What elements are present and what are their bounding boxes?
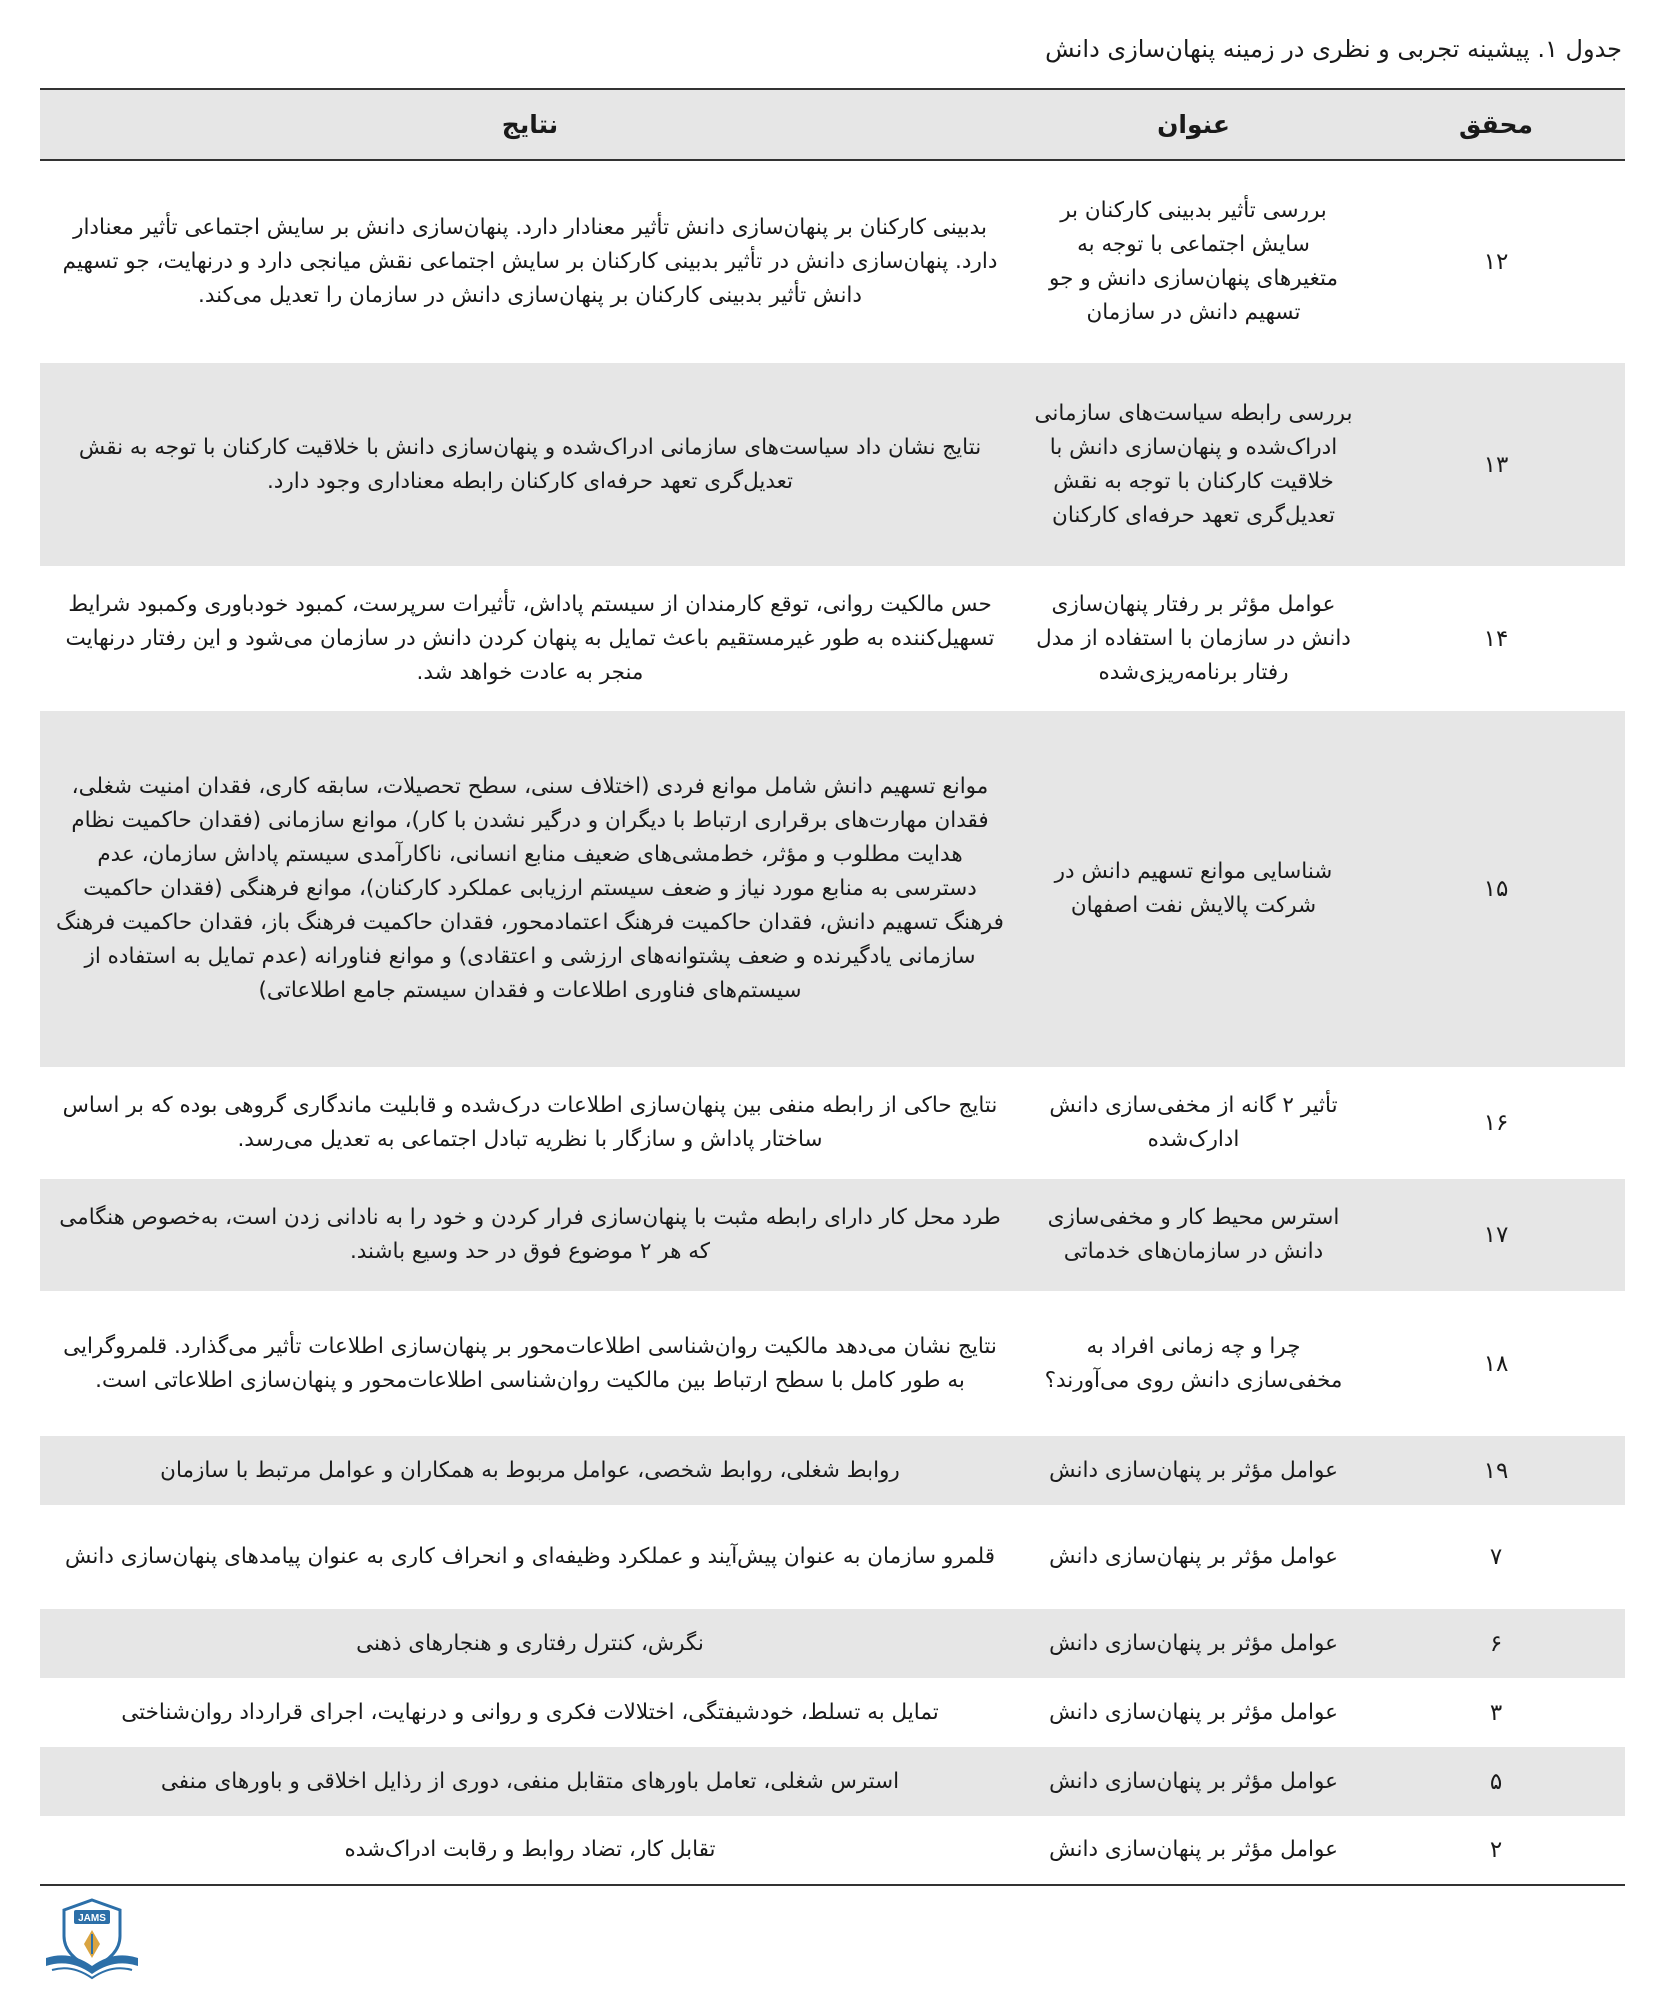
cell-results: نتایج حاکی از رابطه منفی بین پنهان‌سازی اطلاعات درک‌شده و قابلیت ماندگاری گروهی بوده که بر اساس ساختار پاداش و سازگار با نظریه تبادل اجتماعی به تعدیل می‌رسد. <box>62 1093 998 1152</box>
cell-title: شناسایی موانع تسهیم دانش در شرکت پالایش نفت اصفهان <box>1054 859 1333 918</box>
cell-id: ۲ <box>1367 1816 1625 1885</box>
cell-title: استرس محیط کار و مخفی‌سازی دانش در سازمان‌های خدماتی <box>1047 1205 1340 1264</box>
cell-results: روابط شغلی، روابط شخصی، عوامل مربوط به همکاران و عوامل مرتبط با سازمان <box>160 1457 900 1483</box>
cell-title: عوامل مؤثر بر رفتار پنهان‌سازی دانش در سازمان با استفاده از مدل رفتار برنامه‌ریزی‌شده <box>1036 591 1351 685</box>
cell-results: استرس شغلی، تعامل باورهای متقابل منفی، دوری از رذایل اخلاقی و باورهای منفی <box>160 1768 900 1794</box>
cell-title: عوامل مؤثر بر پنهان‌سازی دانش <box>1049 1699 1338 1725</box>
journal-logo <box>40 1896 144 1980</box>
cell-id: ۱۴ <box>1483 625 1509 652</box>
cell-title: بررسی تأثیر بدبینی کارکنان بر سایش اجتماعی با توجه به متغیرهای پنهان‌سازی دانش و جو تسهیم دانش در سازمان <box>1048 198 1338 325</box>
cell-id: ۱۷ <box>1483 1222 1509 1248</box>
cell-results: حس مالکیت روانی، توقع کارمندان از سیستم پاداش، تأثیرات سرپرست، کمبود خودباوری وکمبود شرایط تسهیل‌کننده به طور غیرمستقیم باعث تمایل به پنهان کردن دانش در سازمان می‌شود و این رفتار درنهایت منجر به عادت خواهد شد. <box>65 591 995 685</box>
header-researcher: محقق <box>1367 89 1625 160</box>
cell-id: ۶ <box>1489 1630 1503 1657</box>
cell-results: نتایج نشان داد سیاست‌های سازمانی ادراک‌شده و پنهان‌سازی دانش با خلاقیت کارکنان با توجه به نقش تعدیل‌گری تعهد حرفه‌ای کارکنان رابطه معناداری وجود دارد. <box>78 434 982 494</box>
cell-id: ۵ <box>1489 1768 1503 1795</box>
cell-title: تأثیر ۲ گانه از مخفی‌سازی دانش ادارک‌شده <box>1049 1093 1338 1152</box>
cell-title: عوامل مؤثر بر پنهان‌سازی دانش <box>1049 1768 1338 1794</box>
cell-id: ۱۶ <box>1483 1110 1509 1136</box>
cell-results: طرد محل کار دارای رابطه مثبت با پنهان‌سازی فرار کردن و خود را به نادانی زدن است، به‌خصوص هنگامی که هر ۲ موضوع فوق در حد وسیع باشند. <box>59 1205 1001 1264</box>
cell-results: بدبینی کارکنان بر پنهان‌سازی دانش تأثیر معنادار دارد. پنهان‌سازی دانش بر سایش اجتماعی تأثیر معنادار دارد. پنهان‌سازی دانش در تأثیر بدبینی کارکنان بر سایش اجتماعی نقش میانجی دارد و درنهایت، جو تسهیم دانش تأثیر بدبینی کارکنان بر پنهان‌سازی دانش در سازمان را تعدیل می‌کند. <box>62 215 998 308</box>
header-title: عنوان <box>1020 89 1367 160</box>
svg-text:JAMS: JAMS <box>78 1913 106 1924</box>
cell-title: عوامل مؤثر بر پنهان‌سازی دانش <box>1049 1457 1338 1483</box>
cell-results: تقابل کار، تضاد روابط و رقابت ادراک‌شده <box>40 1816 1020 1885</box>
cell-results: موانع تسهیم دانش شامل موانع فردی (اختلاف سنی، سطح تحصیلات، سابقه کاری، فقدان امنیت شغلی، فقدان مهارت‌های برقراری ارتباط با دیگران و درگیر نشدن با کار)، موانع سازمانی (فقدان حاکمیت نظام هدایت مطلوب و مؤثر، خط‌مشی‌های ضعیف منابع انسانی، ناکارآمدی سیستم پاداش سازمان، عدم دسترسی به منابع مورد نیاز و ضعف سیستم ارزیابی عملکرد کارکنان)، موانع فرهنگی (فقدان حاکمیت فرهنگ تسهیم دانش، فقدان حاکمیت فرهنگ اعتمادمحور، فقدان حاکمیت فرهنگ باز، فقدان حاکمیت فرهنگ سازمانی یادگیرنده و ضعف پشتوانه‌های ارزشی و اعتقادی) و موانع فناورانه (عدم تمایل به استفاده از سیستم‌های فناوری اطلاعات و فقدان سیستم جامع اطلاعاتی) <box>56 774 1004 1003</box>
cell-id: ۱۵ <box>1483 876 1509 902</box>
cell-id: ۷ <box>1489 1544 1503 1570</box>
journal-logo-icon <box>40 1896 144 1980</box>
cell-id: ۳ <box>1489 1699 1503 1726</box>
cell-title: بررسی رابطه سیاست‌های سازمانی ادراک‌شده و پنهان‌سازی دانش با خلاقیت کارکنان با توجه به نقش تعدیل‌گری تعهد حرفه‌ای کارکنان <box>1034 400 1353 528</box>
table-caption: جدول ۱. پیشینه تجربی و نظری در زمینه پنهان‌سازی دانش <box>1045 35 1622 63</box>
cell-title: عوامل مؤثر بر پنهان‌سازی دانش <box>1020 1816 1367 1885</box>
cell-title: عوامل مؤثر بر پنهان‌سازی دانش <box>1049 1630 1338 1656</box>
cell-results: تمایل به تسلط، خودشیفتگی، اختلالات فکری و روانی و درنهایت، اجرای قرارداد روان‌شناختی <box>121 1699 939 1725</box>
cell-id: ۱۸ <box>1483 1350 1509 1377</box>
cell-id: ۱۳ <box>1483 451 1509 478</box>
cell-id: ۱۹ <box>1483 1457 1509 1484</box>
cell-results: نگرش، کنترل رفتاری و هنجارهای ذهنی <box>356 1630 704 1656</box>
table-header-row <box>40 89 1625 160</box>
cell-id: ۱۲ <box>1483 249 1509 275</box>
research-table <box>40 88 1625 1886</box>
cell-results: نتایج نشان می‌دهد مالکیت روان‌شناسی اطلاعات‌محور بر پنهان‌سازی اطلاعات تأثیر می‌گذارد. قلمروگرایی به طور کامل با سطح ارتباط بین مالکیت روان‌شناسی اطلاعات‌محور و پنهان‌سازی اطلاعاتی است. <box>63 1333 997 1393</box>
header-results: نتایج <box>40 89 1020 160</box>
cell-title: عوامل مؤثر بر پنهان‌سازی دانش <box>1049 1544 1338 1569</box>
cell-title: چرا و چه زمانی افراد به مخفی‌سازی دانش روی می‌آورند؟ <box>1044 1333 1343 1393</box>
cell-results: قلمرو سازمان به عنوان پیش‌آیند و عملکرد وظیفه‌ای و انحراف کاری به عنوان پیامدهای پنهان‌سازی دانش <box>65 1544 995 1569</box>
